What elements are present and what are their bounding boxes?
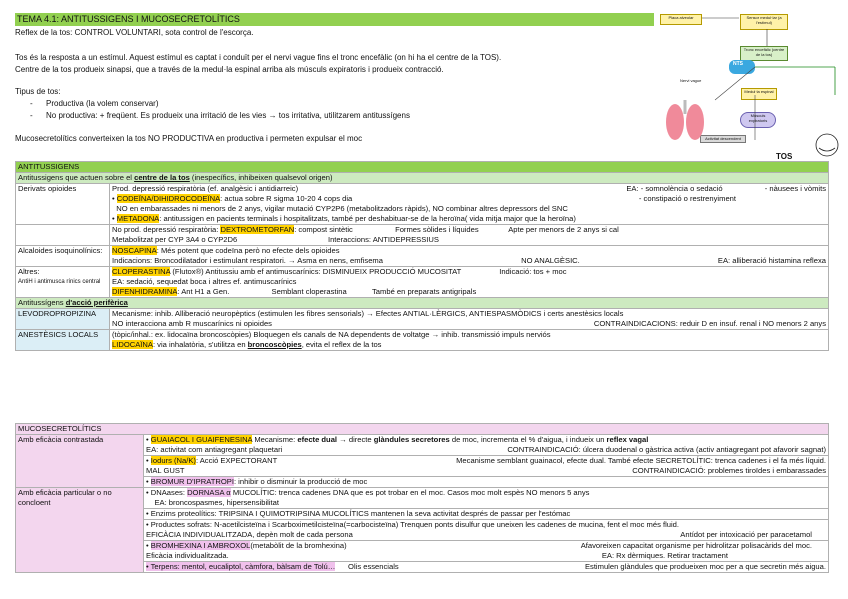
opioides-cell: Prod. depressió respiratòria (ef. analgèsic i antidiarreic) EA: - somnolència o sedació - nàusees i vòmits • CODEÏNA/DIHIDROCODEÏNA: actua sobre R sigma 10-20 4 cops dia - constipació o restrenyiment NO en embarassades ni menors de 2 anys, vigilar mutació CYP2P6 (metabolitzadors ràpids), NO combinar altres depressors del SNC • METADONA: antitussigen en pacients terminals i hospitalitzats, també per deshabituar-se de la heroïna( vida mitja major que la heroïna) <box>110 184 829 225</box>
page-title: TEMA 4.1: ANTITUSSIGENS I MUCOSECRETOLÍTICS <box>15 13 654 26</box>
para-1: Tos és la resposta a un estímul. Aquest estímul es captat i conduït per el nervi vague fins el tronc encefàlic (on hi ha el centre de la TOS). <box>15 53 502 62</box>
diagram-box-medulla: Medul·la espinal <box>741 88 777 100</box>
particular-label: Amb eficàcia particular o no concloent <box>16 488 144 573</box>
muc-header: MUCOSECRETOLÍTICS <box>16 424 829 435</box>
anestesics-label: ANESTÈSICS LOCALS <box>16 330 110 351</box>
lung-right-icon <box>686 104 704 140</box>
alcaloides-cell: NOSCAPINA: Més potent que codeïna però no efecte dels opioides Indicacions: Broncodilatador i estimulant respiratori. → Asma en nens, emfisema NO ANALGÈSIC. EA: alliberació histamina reflexa <box>110 246 829 267</box>
levo-label: LEVODROPROPIZINA <box>16 309 110 330</box>
nts-label: NTS <box>733 61 743 67</box>
anestesics-cell: (tòpic/inhal.: ex. lidocaïna broncoscòpies) Bloquegen els canals de NA dependents de voltatge → inhib. transmissió impuls nerviós LIDOCAÏNA: via inhalatòria, s'utilitza en broncoscòpies, evita el reflex de la tos <box>110 330 829 351</box>
iodurs-cell: • Iodurs (Na/K): Acció EXPECTORANT Mecanisme semblant guainacol, efecte dual. També efecte SECRETOLÍTIC: trenca cadenes i el fa més líquid. MAL GUST CONTRAINDICACIÓ: problemes tiroïdes i embarassades <box>144 456 829 477</box>
diagram-box-activitat: Activitat descendent <box>700 135 746 143</box>
altres-cell: CLOPERASTINA (Flutox®) Antitussiu amb ef antimuscarínics: DISMINUEIX PRODUCCIÓ MUCOSITAT Indicació: tos + moc EA: sedació, sequedat boca i altres ef. antimuscarínics DIFENHIDRAMINA: Ant H1 a Gen. Semblant cloperastina També en preparats antigripals <box>110 267 829 298</box>
bromur-cell: • BROMUR D'IPRATROPI: inhibir o disminuir la producció de moc <box>144 477 829 488</box>
cough-reflex-diagram <box>655 10 845 162</box>
bullet-2: - No productiva: + freqüent. Es produeix una irritació de les vies → tos irritativa, utilitzarem antitussígens <box>30 111 410 120</box>
anti-header: ANTITUSSIGENS <box>16 162 829 173</box>
diagram-box-sensor: Sensor medul·lar (a l'estímul) <box>740 14 788 30</box>
guaiacol-cell: • GUAIACOL I GUAIFENESINA Mecanisme: efecte dual → directe glàndules secretores de moc, incrementa el % d'aigua, i indueix un reflex vagal EA: activitat com antiagregant plaquetari CONTRAINDICACIÓ: úlcera duodenal o gàstrica activa (activ antiagregant pot afavorir sagnat) <box>144 435 829 456</box>
mucosecretolitics-table <box>15 423 829 573</box>
opioides-label-2 <box>16 225 110 246</box>
anti-central-row: Antitussigens que actuen sobre el centre de la tos (inespecífics, inhibeixen qualsevol origen) <box>16 173 829 184</box>
tipus-heading: Tipus de tos: <box>15 87 61 96</box>
levo-cell: Mecanisme: inhib. Alliberació neuropèptics (estimulen les fibres sensorials) → Efectes ANTIAL·LÈRGICS, ANTIESPASMÒDICS i certs anestèsics locals NO interacciona amb R muscarínics ni opioides CONTRAINDICACIONS: reduir D en insuf. renal i NO menors 2 anys <box>110 309 829 330</box>
para-2: Centre de la tos produeix sinapsi, que a través de la medul·la espinal arriba als músculs expiratoris i produeix contracció. <box>15 65 444 74</box>
lung-left-icon <box>666 104 684 140</box>
face-mouth-icon <box>819 148 835 151</box>
diagram-box-alveolar: Placa alveolar <box>660 14 702 25</box>
terpens-cell: • Terpens: mentol, eucaliptol, càmfora, bàlsam de Tolú… Olis essencials Estimulen glàndules que produeixen moc per a que secretin més aigua. <box>144 562 829 573</box>
antitussigens-table <box>15 161 829 351</box>
bullet-1: - Productiva (la volem conservar) <box>30 99 159 108</box>
face-icon <box>816 134 838 156</box>
sofrats-cell: • Productes sofrats: N-acetilcisteïna i Scarboximetilcisteïna(=carbocisteïna) Trenquen ponts disulfur que uneixen les cadenes de mucina, fent el moc més fluid. EFICÀCIA INDIVIDUALITZADA, depèn molt de cada persona Antídot per intoxicació per paracetamol <box>144 520 829 541</box>
tos-label: TOS <box>776 152 793 161</box>
diagram-box-tronc: Tronc encefàlic (centre de la tos) <box>740 46 788 61</box>
altres-label: Altres: AntiH i antimusca rínics central <box>16 267 110 298</box>
reflex-text: Reflex de la tos: CONTROL VOLUNTARI, sota control de l'escorça. <box>15 28 254 37</box>
enzims-cell: • Enzims proteolítics: TRIPSINA I QUIMOTRIPSINA MUCOLÍTICS mantenen la seva activitat després de passar per l'estómac <box>144 509 829 520</box>
dextro-cell: No prod. depressió respiratòria: DEXTROMETORFAN: compost sintètic Formes sòlides i líquides Apte per menors de 2 anys si cal Metabolitzat per CYP 3A4 o CYP2D6 Interaccions: ANTIDEPRESSIUS <box>110 225 829 246</box>
nervi-label: Nervi vague <box>680 78 702 83</box>
bromhexina-cell: • BROMHEXINA I AMBROXOL(metabòlit de la bromhexina) Afavoreixen capacitat organisme per hidrolitzar polisacàrids del moc. Eficàcia individualitzada. EA: Rx dèrmiques. Retirar tractament <box>144 541 829 562</box>
opioides-label: Derivats opioides <box>16 184 110 225</box>
dornasa-cell: • DNAases: DORNASA α MUCOLÍTIC: trenca cadenes DNA que es pot trobar en el moc. Casos moc molt espès NO menors 5 anys EA: broncospasmes, hipersensibilitat <box>144 488 829 509</box>
contrastada-label: Amb eficàcia contrastada <box>16 435 144 488</box>
muco-intro: Mucosecretolítics converteixen la tos NO PRODUCTIVA en productiva i permeten expulsar el moc <box>15 134 363 143</box>
diagram-box-musculs: Músculs expiratoris <box>740 112 776 128</box>
anti-perif-row: Antitussígens d'acció perifèrica <box>16 298 829 309</box>
alcaloides-label: Alcaloides isoquinolínics: <box>16 246 110 267</box>
